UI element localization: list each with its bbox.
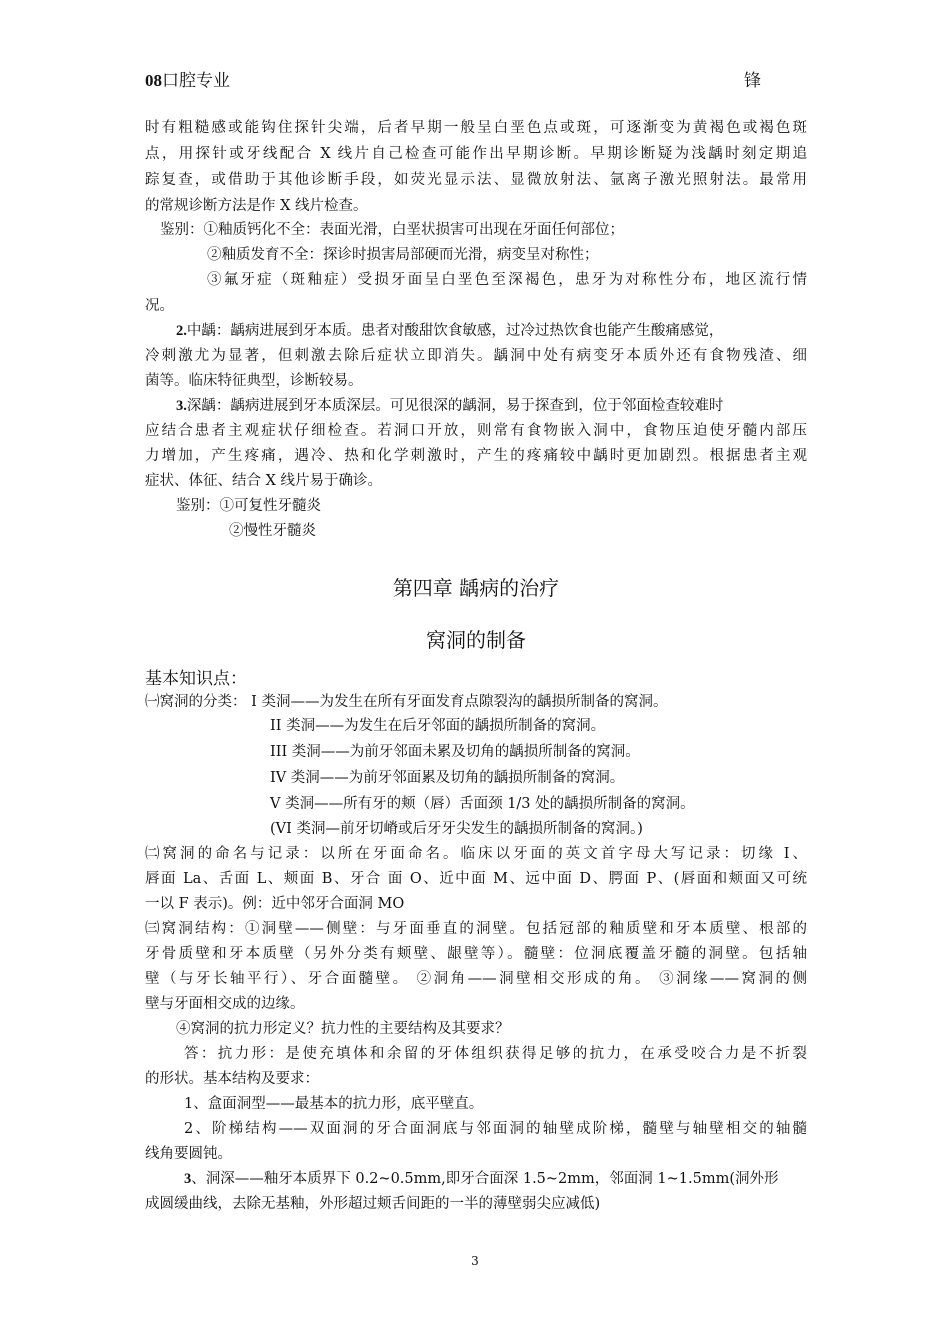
paragraph-line: ㈢窝洞结构：①洞壁——侧壁：与牙面垂直的洞壁。包括冠部的釉质壁和牙本质壁、根部的: [145, 921, 807, 937]
answer-item-text: 、洞深——釉牙本质界下 0.2~0.5mm,即牙合面深 1.5~2mm，邻面洞 1~1.5mm(洞外形: [191, 1171, 779, 1187]
header-course: [145, 66, 230, 91]
differential-line: 鉴别：①可复性牙髓炎: [176, 498, 321, 514]
answer-item: 线角要圆钝。: [145, 1146, 232, 1162]
header-author: 锋: [744, 71, 761, 91]
middle-caries-text: 中龋：龋病进展到牙本质。患者对酸甜饮食敏感，过冷过热饮食也能产生酸痛感觉，: [186, 323, 724, 339]
page-number: 3: [471, 1254, 479, 1268]
classification-line: IV 类洞——为前牙邻面累及切角的龋损所制备的窝洞。: [270, 770, 625, 786]
paragraph-line: ㈡窝洞的命名与记录：以所在牙面命名。临床以牙面的英文首字母大写记录：切缘 I、: [145, 846, 807, 862]
chapter-title: 第四章 龋病的治疗: [392, 576, 560, 600]
differential-line: 鉴别：①釉质钙化不全：表面光滑，白垩状损害可出现在牙面任何部位；: [160, 222, 624, 238]
paragraph-line: 时有粗糙感或能钩住探针尖端，后者早期一般呈白垩色点或斑，可逐渐变为黄褐色或褐色斑: [145, 120, 807, 136]
answer-line: 答：抗力形：是使充填体和余留的牙体组织获得足够的抗力，在承受咬合力是不折裂: [184, 1046, 807, 1062]
paragraph-line: 壁与牙面相交成的边缘。: [145, 996, 305, 1012]
paragraph-line: 踪复查，或借助于其他诊断手段，如荧光显示法、显微放射法、氩离子激光照射法。最常用: [145, 172, 807, 188]
classification-line: (VI 类洞—前牙切嵴或后牙牙尖发生的龋损所制备的窝洞。): [270, 821, 643, 837]
differential-line: ③氟牙症（斑釉症）受损牙面呈白垩色至深褐色，患牙为对称性分布，地区流行情: [207, 272, 807, 288]
paragraph-line: 一以 F 表示)。例：近中邻牙合面洞 MO: [145, 896, 405, 912]
header-course-number: 08: [145, 71, 162, 90]
answer-item: 1、盒面洞型——最基本的抗力形，底平壁直。: [184, 1096, 484, 1112]
paragraph-line: 壁（与牙长轴平行）、牙合面髓壁。 ②洞角——洞壁相交形成的角。 ③洞缘——窝洞的侧: [145, 971, 807, 987]
answer-line: 的形状。基本结构及要求：: [145, 1071, 319, 1087]
paragraph-line: 牙骨质壁和牙本质壁（另外分类有颊壁、龈壁等）。髓壁：位洞底覆盖牙髓的洞壁。包括轴: [145, 946, 807, 962]
knowledge-points-label: 基本知识点：: [145, 669, 247, 689]
classification-line: II 类洞——为发生在后牙邻面的龋损所制备的窝洞。: [270, 718, 606, 734]
paragraph-line: 点，用探针或牙线配合 X 线片自己检查可能作出早期诊断。早期诊断疑为浅龋时刻定期追: [145, 146, 807, 162]
paragraph-line: 的常规诊断方法是作 X 线片检查。: [145, 198, 368, 214]
answer-item: 成圆缓曲线，去除无基釉，外形超过颊舌间距的一半的薄壁弱尖应减低): [145, 1196, 601, 1212]
answer-item: 2、阶梯结构——双面洞的牙合面洞底与邻面洞的轴壁成阶梯，髓壁与轴壁相交的轴髓: [184, 1121, 807, 1137]
paragraph-line: 力增加，产生疼痛，遇冷、热和化学刺激时，产生的疼痛较中龋时更加剧烈。根据患者主观: [145, 448, 807, 464]
header-course-text: 口腔专业: [162, 71, 230, 91]
paragraph-line: 冷刺激尤为显著，但刺激去除后症状立即消失。龋洞中处有病变牙本质外还有食物残渣、细: [145, 348, 807, 364]
deep-caries-first-line: [176, 396, 807, 416]
section-title: 窝洞的制备: [426, 628, 526, 652]
differential-line: 况。: [145, 298, 174, 314]
paragraph-line: 症状、体征、结合 X 线片易于确诊。: [145, 473, 383, 489]
paragraph-line: 唇面 La、舌面 L、颊面 B、牙合 面 O、近中面 M、远中面 D、腭面 P、(唇面和颊面又可统: [145, 871, 807, 887]
paragraph-line: 菌等。临床特征典型，诊断较易。: [145, 373, 363, 389]
deep-caries-text: 深龋：龋病进展到牙本质深层。可见很深的龋洞，易于探查到，位于邻面检查较难时: [186, 398, 724, 414]
middle-caries-first-line: [176, 321, 807, 341]
deep-caries-number: 3.: [176, 398, 187, 414]
paragraph-line: 应结合患者主观症状仔细检查。若洞口开放，则常有食物嵌入洞中，食物压迫使牙髓内部压: [145, 423, 807, 439]
answer-item-depth: [184, 1169, 778, 1189]
differential-line: ②釉质发育不全：探诊时损害局部硬而光滑，病变呈对称性；: [207, 247, 599, 263]
classification-line: ㈠窝洞的分类： I 类洞——为发生在所有牙面发育点隙裂沟的龋损所制备的窝洞。: [145, 694, 668, 710]
answer-item-number: 3: [184, 1171, 192, 1187]
differential-line: ②慢性牙髓炎: [229, 523, 316, 539]
page-header: [145, 66, 805, 94]
classification-line: V 类洞——所有牙的颊（唇）舌面颈 1/3 处的龋损所制备的窝洞。: [270, 796, 695, 812]
question-line: ④窝洞的抗力形定义？抗力性的主要结构及其要求？: [176, 1021, 510, 1037]
classification-line: III 类洞——为前牙邻面未累及切角的龋损所制备的窝洞。: [270, 744, 640, 760]
middle-caries-number: 2.: [176, 323, 187, 339]
